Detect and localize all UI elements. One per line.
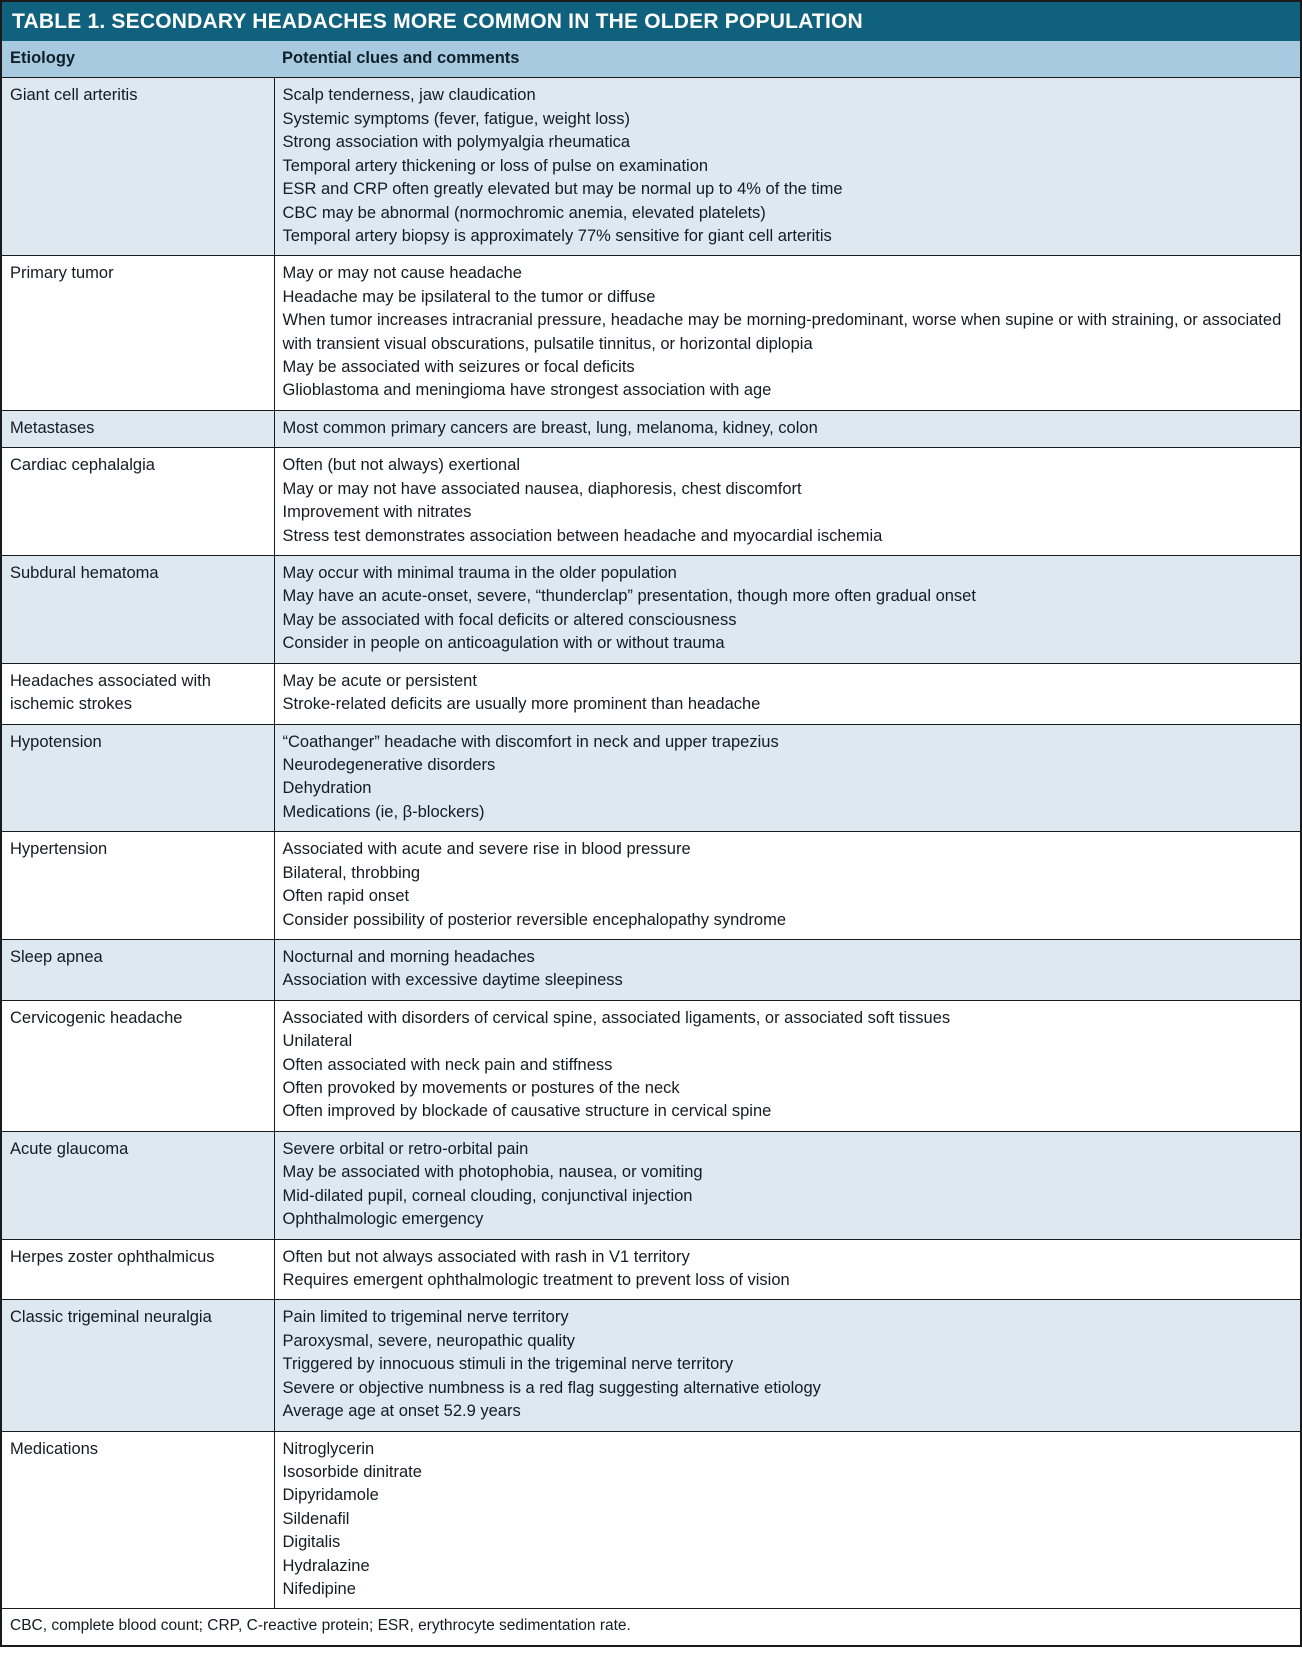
table-row [2, 1431, 1300, 1608]
cell-etiology: Herpes zoster ophthalmicus [2, 1239, 274, 1300]
clue-line: Headache may be ipsilateral to the tumor or diffuse [282, 287, 656, 306]
clue-line: Severe or objective numbness is a red flag suggesting alternative etiology [282, 1378, 821, 1397]
clue-line: May be associated with focal deficits or altered consciousness [282, 610, 737, 629]
clue-line: Often (but not always) exertional [282, 456, 521, 475]
clue-line: Triggered by innocuous stimuli in the trigeminal nerve territory [282, 1355, 734, 1374]
cell-etiology: Acute glaucoma [2, 1131, 274, 1239]
clue-line: When tumor increases intracranial pressure, headache may be morning-predominant, worse when supine or with straining, or associated with transient visual obscurations, pulsatile tinnitus, or horizontal diplopia [282, 311, 1282, 353]
clue-line: Often but not always associated with rash in V1 territory [282, 1247, 690, 1266]
clue-line: Requires emergent ophthalmologic treatment to prevent loss of vision [282, 1270, 790, 1289]
clue-line: Stroke-related deficits are usually more prominent than headache [282, 695, 761, 714]
table-row [2, 78, 1300, 256]
cell-clues [274, 78, 1300, 256]
clue-line: Pain limited to trigeminal nerve territory [282, 1308, 569, 1327]
table-title: TABLE 1. SECONDARY HEADACHES MORE COMMON IN THE OLDER POPULATION [2, 2, 1300, 41]
table-body [2, 78, 1300, 1609]
cell-clues [274, 1131, 1300, 1239]
clue-line: Bilateral, throbbing [282, 863, 421, 882]
cell-clues [274, 410, 1300, 447]
cell-etiology: Hypotension [2, 724, 274, 832]
column-header-clues: Potential clues and comments [274, 41, 1300, 78]
table-row [2, 1000, 1300, 1131]
cell-etiology: Headaches associated with ischemic strokes [2, 663, 274, 724]
clue-line: Medications (ie, β-blockers) [282, 802, 485, 821]
clue-line: Ophthalmologic emergency [282, 1210, 484, 1229]
clue-line: Hydralazine [282, 1556, 370, 1575]
cell-etiology: Giant cell arteritis [2, 78, 274, 256]
clue-line: Neurodegenerative disorders [282, 755, 496, 774]
table-row [2, 410, 1300, 447]
table-row [2, 724, 1300, 832]
cell-clues [274, 1239, 1300, 1300]
clue-line: Unilateral [282, 1032, 353, 1051]
clue-line: Sildenafil [282, 1509, 350, 1528]
cell-etiology: Hypertension [2, 832, 274, 940]
clue-line: Consider possibility of posterior reversible encephalopathy syndrome [282, 910, 787, 929]
clue-line: Most common primary cancers are breast, lung, melanoma, kidney, colon [282, 418, 818, 437]
table-head [2, 41, 1300, 78]
table-header-row [2, 41, 1300, 78]
clue-line: “Coathanger” headache with discomfort in neck and upper trapezius [282, 732, 779, 751]
table-row [2, 663, 1300, 724]
clue-line: Often associated with neck pain and stiffness [282, 1055, 613, 1074]
table-row [2, 1131, 1300, 1239]
clue-line: Severe orbital or retro-orbital pain [282, 1139, 529, 1158]
cell-etiology: Metastases [2, 410, 274, 447]
cell-clues [274, 256, 1300, 411]
table-row [2, 1239, 1300, 1300]
cell-etiology: Medications [2, 1431, 274, 1608]
cell-clues [274, 1431, 1300, 1608]
cell-clues [274, 939, 1300, 1000]
clue-line: Improvement with nitrates [282, 503, 472, 522]
cell-etiology: Sleep apnea [2, 939, 274, 1000]
clue-line: ESR and CRP often greatly elevated but may be normal up to 4% of the time [282, 180, 843, 199]
clue-line: Temporal artery thickening or loss of pulse on examination [282, 156, 709, 175]
secondary-headaches-table [2, 41, 1300, 1608]
table-row [2, 1300, 1300, 1431]
cell-clues [274, 832, 1300, 940]
cell-etiology: Cervicogenic headache [2, 1000, 274, 1131]
clue-line: Scalp tenderness, jaw claudication [282, 86, 536, 105]
cell-clues [274, 556, 1300, 664]
cell-clues [274, 724, 1300, 832]
cell-clues [274, 1300, 1300, 1431]
table-row [2, 556, 1300, 664]
clue-line: CBC may be abnormal (normochromic anemia, elevated platelets) [282, 203, 766, 222]
clue-line: Often provoked by movements or postures of the neck [282, 1079, 680, 1098]
clue-line: Temporal artery biopsy is approximately 77% sensitive for giant cell arteritis [282, 226, 832, 245]
clue-line: May have an acute-onset, severe, “thunderclap” presentation, though more often gradual onset [282, 587, 976, 606]
cell-etiology: Cardiac cephalalgia [2, 448, 274, 556]
cell-etiology: Classic trigeminal neuralgia [2, 1300, 274, 1431]
clue-line: May or may not have associated nausea, diaphoresis, chest discomfort [282, 479, 802, 498]
clue-line: Dehydration [282, 779, 372, 798]
clue-line: Paroxysmal, severe, neuropathic quality [282, 1331, 576, 1350]
table-row [2, 448, 1300, 556]
table-footnote: CBC, complete blood count; CRP, C-reactive protein; ESR, erythrocyte sedimentation rate. [2, 1608, 1300, 1644]
clue-line: May occur with minimal trauma in the older population [282, 564, 677, 583]
clue-line: Associated with acute and severe rise in blood pressure [282, 840, 691, 859]
clue-line: Isosorbide dinitrate [282, 1462, 422, 1481]
table-row [2, 832, 1300, 940]
cell-clues [274, 448, 1300, 556]
table-row [2, 256, 1300, 411]
clue-line: Systemic symptoms (fever, fatigue, weight loss) [282, 109, 631, 128]
clue-line: Strong association with polymyalgia rheumatica [282, 133, 631, 152]
clue-line: Associated with disorders of cervical spine, associated ligaments, or associated soft tissues [282, 1008, 951, 1027]
clue-line: Digitalis [282, 1533, 341, 1552]
clue-line: Often improved by blockade of causative structure in cervical spine [282, 1102, 772, 1121]
clue-line: Glioblastoma and meningioma have strongest association with age [282, 381, 772, 400]
table-row [2, 939, 1300, 1000]
clue-line: May or may not cause headache [282, 264, 522, 283]
clue-line: Mid-dilated pupil, corneal clouding, conjunctival injection [282, 1186, 693, 1205]
clue-line: May be associated with seizures or focal deficits [282, 358, 635, 377]
clue-line: Dipyridamole [282, 1486, 379, 1505]
clue-line: Stress test demonstrates association between headache and myocardial ischemia [282, 526, 883, 545]
clue-line: Association with excessive daytime sleepiness [282, 971, 623, 990]
clue-line: May be associated with photophobia, nausea, or vomiting [282, 1163, 703, 1182]
clue-line: Nocturnal and morning headaches [282, 947, 535, 966]
clue-line: Average age at onset 52.9 years [282, 1402, 521, 1421]
cell-clues [274, 663, 1300, 724]
clue-line: Nitroglycerin [282, 1439, 375, 1458]
clue-line: Nifedipine [282, 1580, 356, 1599]
cell-etiology: Subdural hematoma [2, 556, 274, 664]
clue-line: May be acute or persistent [282, 671, 477, 690]
cell-etiology: Primary tumor [2, 256, 274, 411]
column-header-etiology: Etiology [2, 41, 274, 78]
cell-clues [274, 1000, 1300, 1131]
clue-line: Consider in people on anticoagulation with or without trauma [282, 634, 725, 653]
clue-line: Often rapid onset [282, 887, 410, 906]
